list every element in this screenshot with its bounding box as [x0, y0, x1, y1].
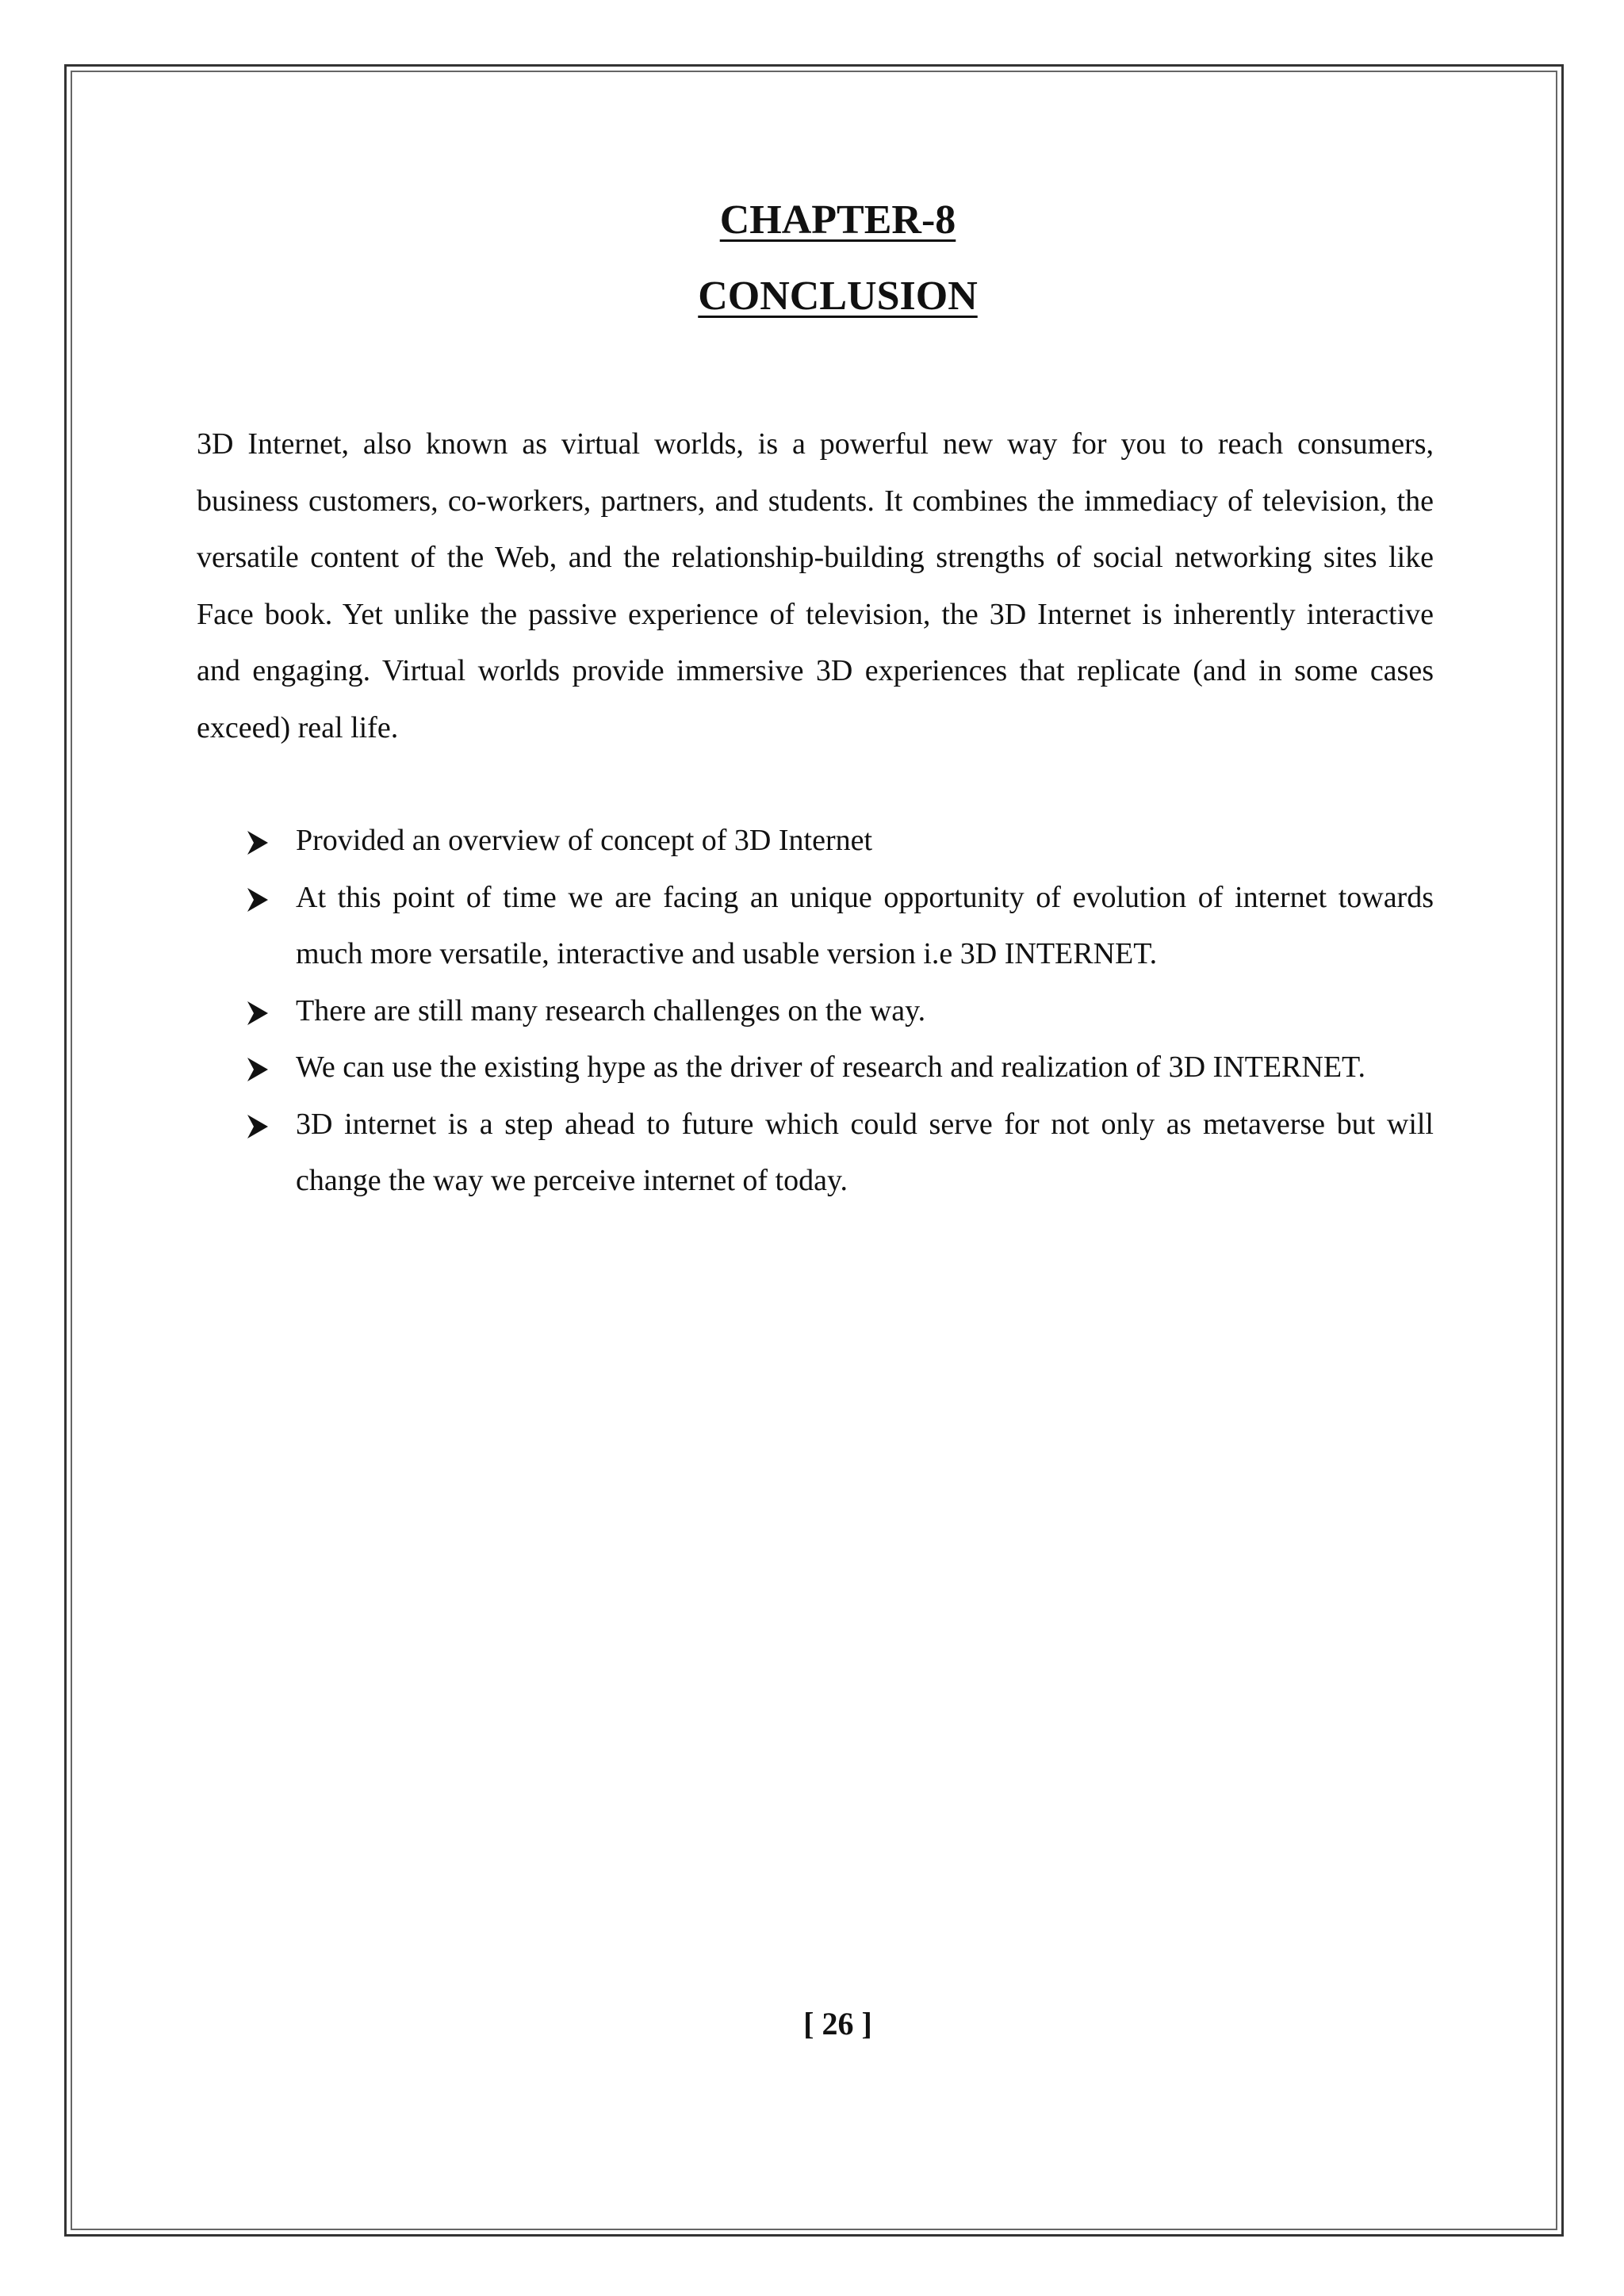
list-item-text: 3D internet is a step ahead to future which could serve for not only as metaverse but will change the way we perceive internet of today. — [296, 1107, 1434, 1197]
list-item-text: There are still many research challenges on the way. — [296, 993, 926, 1027]
page-number: [ 26 ] — [803, 2006, 872, 2042]
list-item-text: Provided an overview of concept of 3D Internet — [296, 824, 873, 857]
conclusion-bullet-list — [197, 813, 1434, 1210]
list-item — [197, 813, 1434, 870]
list-item-text: At this point of time we are facing an unique opportunity of evolution of internet towards much more versatile, interactive and usable version i.e 3D INTERNET. — [296, 880, 1434, 970]
section-title: CONCLUSION — [698, 274, 978, 319]
list-item — [197, 870, 1434, 983]
list-item — [197, 983, 1434, 1040]
intro-paragraph: 3D Internet, also known as virtual worlds, is a powerful new way for you to reach consumers, business customers, co-workers, partners, and students. It combines the immediacy of television, the versatile content of the Web, and the relationship-building strengths of social networking sites like Face book. Yet unlike the passive experience of television, the 3D Internet is inherently interactive and engaging. Virtual worlds provide immersive 3D experiences that replicate (and in some cases exceed) real life. — [197, 427, 1434, 744]
chapter-heading: CHAPTER-8 — [719, 197, 956, 243]
list-item-text: We can use the existing hype as the driver of research and realization of 3D INTERNET. — [296, 1050, 1365, 1084]
list-item — [197, 1096, 1434, 1210]
list-item — [197, 1039, 1434, 1096]
